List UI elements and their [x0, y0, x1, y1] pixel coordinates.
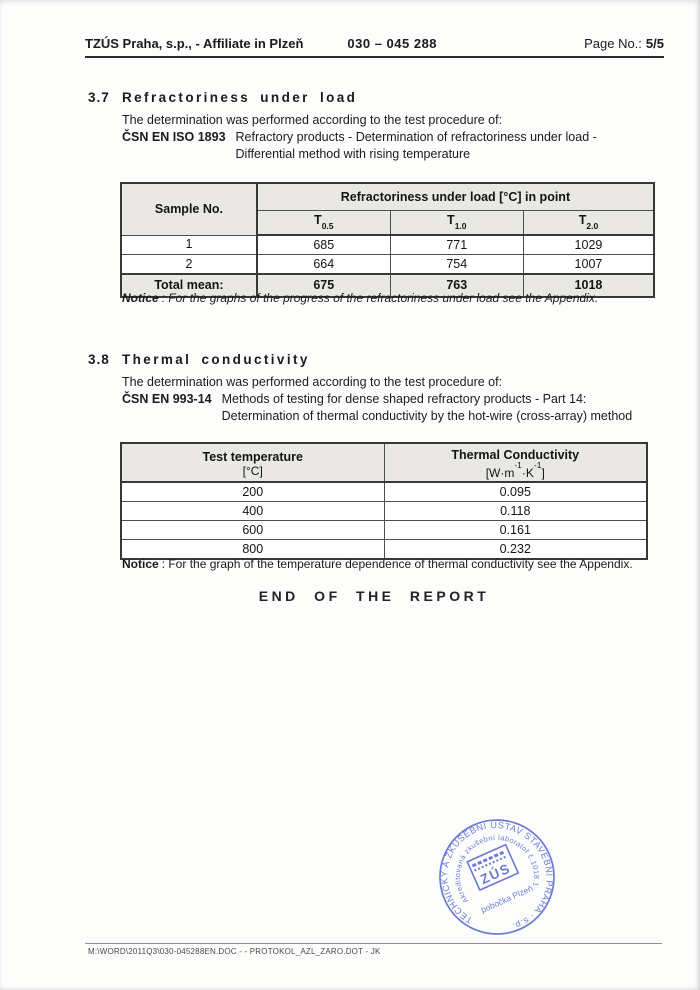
- section-3-8-heading: [88, 352, 664, 367]
- col-header-sample-no: Sample No.: [121, 183, 257, 235]
- table-row-400: [121, 502, 647, 521]
- standard-description: [222, 391, 633, 425]
- col-header-test-temperature: Test temperature [°C]: [121, 443, 384, 482]
- standard-desc-line1: Refractory products - Determination of refractoriness under load -: [235, 130, 597, 144]
- table-row-200: [121, 482, 647, 502]
- section-3-8: [88, 352, 664, 425]
- section-number: 3.7: [88, 90, 110, 105]
- table-cell: 664: [257, 255, 390, 275]
- table-cell: 763: [390, 274, 523, 297]
- standard-desc-line2: Determination of thermal conductivity by the hot-wire (cross-array) method: [221, 409, 633, 423]
- col-header-t05: $T_{0.5}$: [257, 211, 390, 236]
- notice-text: : For the graph of the temperature dependence of thermal conductivity see the Appendix.: [161, 557, 633, 571]
- footer-file-path: M:\WORD\2011Q3\030-045288EN.DOC - - PROTOKOL_AZL_ZARO.DOT - JK: [88, 947, 381, 956]
- official-stamp: [385, 765, 609, 989]
- standard-desc-line2: Differential method with rising temperature: [235, 147, 471, 161]
- page-header: [85, 36, 664, 58]
- section-title: Thermal conductivity: [122, 352, 310, 367]
- notice-text: : For the graphs of the progress of the refractoriness under load see the Appendix.: [161, 291, 599, 305]
- table-cell: 0.161: [384, 521, 647, 540]
- end-of-report-title: END OF THE REPORT: [258, 588, 490, 604]
- stamp-logo: [467, 845, 518, 890]
- standard-code: ČSN EN ISO 1893: [122, 130, 226, 144]
- header-org: TZÚS Praha, s.p., - Affiliate in Plzeň: [85, 36, 304, 51]
- col-header-t20: $T_{2.0}$: [523, 211, 654, 236]
- header-doc-number: 030 – 045 288: [347, 36, 438, 51]
- standard-reference: [122, 391, 664, 425]
- standard-code: ČSN EN 993-14: [122, 392, 212, 406]
- page-number-value: 5/5: [645, 36, 664, 51]
- span-header-refractoriness: Refractoriness under load [°C] in point: [257, 183, 654, 211]
- table-cell: 400: [121, 502, 384, 521]
- table-cell: 771: [390, 235, 523, 255]
- notice-label: Notice: [122, 557, 159, 571]
- notice-label: Notice: [122, 291, 159, 305]
- table-cell: 800: [121, 540, 384, 560]
- standard-reference: [122, 129, 664, 163]
- notice-thermal-conductivity: [122, 557, 670, 571]
- section-3-8-body: [122, 374, 664, 425]
- table-cell: 2: [121, 255, 257, 275]
- stamp-accreditation-text: Akreditovaná zkušební laboratoř č.1018.1: [452, 832, 542, 906]
- page-number-label: Page No.:: [584, 36, 642, 51]
- col-header-t10: $T_{1.0}$: [390, 211, 523, 236]
- table-cell: 1: [121, 235, 257, 255]
- table-cell: 754: [390, 255, 523, 275]
- section-3-7-body: [122, 112, 664, 163]
- stamp-logo-text: ZÚS: [478, 860, 514, 888]
- stamp-graphic: [385, 765, 609, 989]
- table-row-sample-1: [121, 235, 654, 255]
- header-page-number: [584, 36, 664, 51]
- table-cell: 600: [121, 521, 384, 540]
- section-3-7: [88, 90, 664, 163]
- table-cell: 0.118: [384, 502, 647, 521]
- table-cell-total-label: Total mean:: [121, 274, 257, 297]
- table-row-600: [121, 521, 647, 540]
- intro-text: The determination was performed according to the test procedure of:: [122, 113, 503, 127]
- section-title: Refractoriness under load: [122, 90, 358, 105]
- section-number: 3.8: [88, 352, 110, 367]
- footer-rule: [85, 943, 662, 944]
- col-header-thermal-conductivity: Thermal Conductivity $[W\cdot m^{-1}\cdot K^{-1}]$: [384, 443, 647, 482]
- table-cell: 685: [257, 235, 390, 255]
- standard-description: [236, 129, 597, 163]
- section-3-7-heading: [88, 90, 664, 105]
- standard-desc-line1: Methods of testing for dense shaped refractory products - Part 14:: [221, 392, 587, 406]
- thermal-conductivity-table: [120, 442, 648, 560]
- table-cell: 0.095: [384, 482, 647, 502]
- table-cell: 675: [257, 274, 390, 297]
- refractoriness-table: [120, 182, 655, 298]
- table-cell: 0.232: [384, 540, 647, 560]
- stamp-branch-text: pobočka Plzeň: [479, 883, 535, 915]
- stamp-ring-text: TECHNICKÝ A ZKUŠEBNÍ ÚSTAV STAVEBNÍ PRAHA · s.p.: [439, 820, 555, 932]
- table-cell: 200: [121, 482, 384, 502]
- table-cell: 1029: [523, 235, 654, 255]
- table-row-sample-2: [121, 255, 654, 275]
- table-cell: 1018: [523, 274, 654, 297]
- table-cell: 1007: [523, 255, 654, 275]
- notice-refractoriness: [122, 291, 670, 305]
- intro-text: The determination was performed according to the test procedure of:: [122, 375, 503, 389]
